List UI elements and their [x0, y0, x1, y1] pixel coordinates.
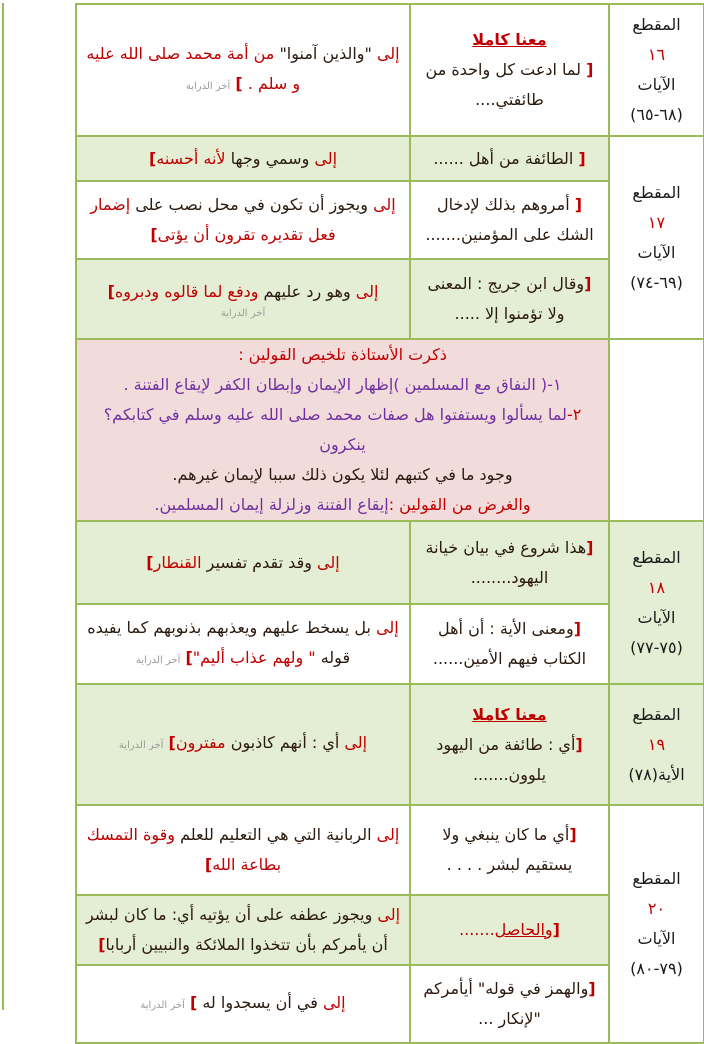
section-cell — [609, 684, 704, 805]
ila-word: إلى — [314, 148, 338, 168]
open-bracket: [ — [578, 148, 586, 168]
end-cell — [76, 259, 410, 339]
start-text: ومعنى الأية : أن أهل الكتاب فيهم الأمين...... — [432, 619, 587, 668]
end-cell — [76, 684, 410, 805]
section-number: ١٨ — [647, 577, 666, 597]
verses-range: (٦٨-٦٥) — [630, 105, 683, 124]
ila-word: إلى — [322, 992, 346, 1012]
left-margin-line — [2, 3, 4, 1010]
section-cell-empty — [609, 339, 704, 521]
start-cell — [410, 965, 609, 1043]
end-text: وهو رد عليهم — [263, 282, 351, 301]
close-bracket: ] — [185, 647, 193, 667]
start-text: والهمز في قوله" أيأمركم "لإنكار ... — [423, 979, 589, 1028]
section-cell — [609, 521, 704, 684]
sections-table — [75, 3, 704, 1044]
section-label: المقطع — [632, 704, 681, 724]
end-marker: آخر الدراية — [118, 740, 164, 751]
section-label: المقطع — [632, 15, 681, 34]
end-text: أي : أنهم كاذبون — [230, 733, 340, 752]
summary-note — [76, 339, 609, 521]
start-cell — [410, 805, 609, 895]
start-cell — [410, 181, 609, 259]
section-number: ٢٠ — [647, 899, 666, 918]
open-bracket: [ — [574, 195, 583, 214]
table-row — [76, 339, 704, 521]
note-line-2: لما يسألوا ويستفتوا هل صفات محمد صلى الله عليه وسلم في كتابكم؟ ينكرون — [103, 405, 567, 454]
start-text: أي ما كان ينبغي ولا يستقيم لبشر . . . . — [442, 825, 573, 874]
end-cell — [76, 965, 410, 1043]
end-cell — [76, 895, 410, 965]
close-bracket: ] — [107, 282, 115, 301]
ila-word: إلى — [376, 43, 400, 63]
verses-label: الآيات — [637, 242, 676, 262]
table-row — [76, 136, 704, 181]
start-text: لما ادعت كل واحدة من طائفتي.... — [425, 60, 582, 109]
end-cell — [76, 521, 410, 604]
verses-label: الآيات — [637, 75, 676, 94]
open-bracket: [ — [552, 920, 560, 939]
note-line-4-label: والغرض من القولين : — [388, 495, 531, 514]
quote-text: "والذين آمنوا" — [279, 43, 377, 63]
verses-label: الآيات — [637, 929, 676, 948]
verses-label: الآيات — [637, 607, 676, 627]
start-cell — [410, 521, 609, 604]
start-cell — [410, 259, 609, 339]
note-line-2-number: ٢- — [566, 405, 582, 424]
start-cell — [410, 604, 609, 684]
note-line-4: إيقاع الفتنة وزلزلة إيمان المسلمين. — [154, 495, 389, 514]
end-marker: آخر الدراية — [140, 999, 185, 1011]
section-number: ١٦ — [647, 45, 666, 64]
table-row — [76, 805, 704, 895]
section-number: ١٩ — [647, 734, 666, 754]
end-marker: آخر الدراية — [220, 308, 266, 319]
section-cell — [609, 136, 704, 339]
close-bracket: ] — [189, 992, 198, 1012]
start-text: والحاصل — [494, 920, 553, 939]
section-cell — [609, 4, 704, 136]
end-cell — [76, 4, 410, 136]
start-dots: ....... — [459, 920, 495, 939]
end-text: ويجوز عطفه على أن يؤتيه أي: ما كان لبشر أن يأمركم بأن تتخذوا الملائكة والنبيين أربابا — [85, 905, 388, 954]
start-text: وقال ابن جريج : المعنى ولا تؤمنوا إلا ..... — [427, 274, 585, 323]
end-text: في أن يسجدوا له — [197, 992, 318, 1012]
close-bracket: ] — [150, 225, 158, 244]
open-bracket: [ — [584, 274, 592, 293]
verses-range: (٧٥-٧٧) — [630, 637, 683, 657]
note-line-1: ١-( النفاق مع المسلمين )إظهار الإيمان وإبطان الكفر لإيقاع الفتنة . — [123, 375, 562, 394]
start-text: هذا شروع في بيان خيانة اليهود........ — [425, 537, 587, 587]
start-cell — [410, 136, 609, 181]
note-line-3: وجود ما في كتبهم لئلا يكون ذلك سببا لإيمان غيرهم. — [172, 465, 513, 484]
open-bracket: [ — [586, 60, 594, 79]
ila-word: إلى — [376, 617, 399, 637]
ila-word: إلى — [344, 733, 368, 752]
section-number: ١٧ — [647, 212, 666, 232]
open-bracket: [ — [586, 537, 594, 557]
start-cell — [410, 895, 609, 965]
end-marker: آخر الدراية — [185, 80, 231, 92]
open-bracket: [ — [569, 825, 577, 844]
close-bracket: ] — [98, 935, 106, 954]
table-row — [76, 521, 704, 604]
verses-range: (٧٩-٨٠) — [630, 959, 683, 978]
end-text: الربانية التي هي التعليم للعلم — [180, 825, 372, 844]
open-bracket: [ — [588, 979, 596, 998]
verses-label: الأية — [658, 764, 685, 784]
close-bracket: ] — [148, 148, 157, 168]
section-cell — [609, 805, 704, 1043]
ila-word: إلى — [376, 825, 400, 844]
start-heading: معنا كاملا — [472, 30, 547, 49]
start-heading: معنا كاملا — [472, 704, 547, 724]
start-text: الطائفة من أهل ...... — [433, 148, 574, 168]
ila-word: إلى — [373, 195, 396, 214]
end-red-text: القنطار — [153, 552, 202, 572]
note-title: ذكرت الأستاذة تلخيص القولين : — [238, 345, 447, 364]
end-red-text: " ولهم عذاب أليم" — [192, 647, 316, 667]
end-text: وسمي وجها — [230, 148, 310, 168]
end-red-text: ودفع لما قالوه ودبروه — [114, 282, 259, 301]
section-label: المقطع — [632, 182, 681, 202]
end-text: من أمة محمد صلى الله عليه و سلم . — [86, 43, 301, 93]
close-bracket: ] — [146, 552, 154, 572]
end-text: وقد تقدم تفسير — [201, 552, 312, 572]
close-bracket: ] — [204, 855, 213, 874]
ila-word: إلى — [377, 905, 401, 924]
table-row — [76, 4, 704, 136]
start-cell — [410, 684, 609, 805]
section-label: المقطع — [632, 869, 681, 888]
ila-word: إلى — [317, 552, 340, 572]
section-label: المقطع — [632, 547, 681, 567]
end-cell — [76, 604, 410, 684]
verses-range: (٧٨) — [628, 764, 659, 784]
end-marker: آخر الدراية — [135, 654, 181, 666]
start-text: أي : طائفة من اليهود يلوون....... — [436, 734, 576, 784]
open-bracket: [ — [575, 734, 583, 754]
close-bracket: ] — [168, 733, 176, 752]
end-red-text: وقوة التمسك بطاعة الله — [86, 825, 282, 874]
end-cell — [76, 805, 410, 895]
open-bracket: [ — [573, 619, 582, 638]
end-text: بل يسخط عليهم ويعذبهم بذنوبهم كما يفيده قوله — [87, 617, 371, 667]
end-red-text: إضمار فعل تقديره تقرون أن يؤتى — [90, 195, 336, 244]
verses-range: (٦٩-٧٤) — [630, 272, 683, 292]
end-cell — [76, 136, 410, 181]
start-cell — [410, 4, 609, 136]
close-bracket: ] — [235, 73, 243, 93]
start-text: أمروهم بذلك لإدخال الشك على المؤمنين....... — [425, 195, 594, 244]
end-cell — [76, 181, 410, 259]
ila-word: إلى — [355, 282, 379, 301]
end-red-text: لأنه أحسنه — [156, 148, 226, 168]
table-row — [76, 684, 704, 805]
end-text: ويجوز أن تكون في محل نصب على — [135, 195, 368, 214]
end-red-text: مفترون — [175, 733, 226, 752]
